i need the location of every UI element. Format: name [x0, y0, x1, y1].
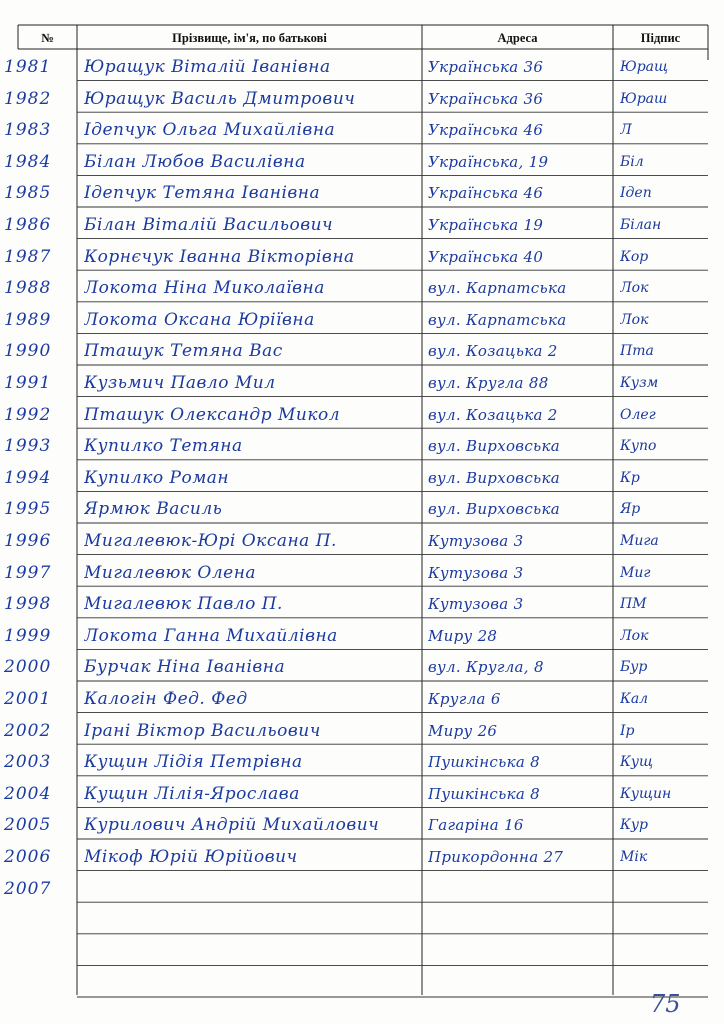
page-number: 75: [650, 990, 681, 1018]
row-address: вул. Кругла, 8: [428, 658, 544, 677]
row-address: вул. Карпатська: [428, 310, 567, 329]
row-number: 1994: [4, 467, 52, 488]
row-address: вул. Карпатська: [428, 279, 567, 298]
row-signature: Юращ: [620, 59, 669, 75]
row-number: 1992: [4, 404, 52, 425]
row-number: 2001: [4, 689, 52, 709]
row-number: 2002: [4, 720, 52, 741]
row-number: 1991: [4, 373, 52, 393]
row-address: Українська 46: [428, 184, 544, 203]
row-number: 1990: [4, 341, 52, 362]
row-number: 1986: [4, 215, 52, 235]
row-number: 1998: [4, 594, 52, 615]
row-full-name: [84, 874, 420, 905]
row-address: Українська 19: [428, 216, 544, 234]
row-address: Кругла 6: [428, 690, 501, 708]
row-full-name: Білан Любов Василівна: [84, 151, 306, 172]
row-full-name: Мигалевюк-Юрі Оксана П.: [84, 531, 337, 551]
row-signature: Олег: [620, 406, 656, 423]
row-number: 1989: [4, 309, 52, 330]
row-address: Миру 28: [428, 626, 498, 645]
row-signature: Ір: [620, 722, 635, 739]
row-signature: Біл: [620, 153, 644, 170]
row-address: Українська 36: [428, 89, 544, 108]
row-number: 2000: [4, 657, 52, 678]
row-signature: Ідеп: [620, 185, 652, 202]
row-full-name: Кузьмич Павло Мил: [84, 373, 276, 393]
row-full-name: Мікоф Юрій Юрійович: [84, 847, 298, 867]
row-signature: Юраш: [620, 90, 668, 107]
row-signature: Мік: [620, 849, 648, 865]
row-full-name: Бурчак Ніна Іванівна: [84, 657, 286, 678]
row-address: вул. Кругла 88: [428, 374, 549, 392]
row-signature: Кущин: [620, 785, 672, 802]
row-number: 1984: [4, 151, 52, 172]
header-number: №: [41, 31, 54, 45]
row-address: Кутузова 3: [428, 532, 524, 550]
row-signature: Л: [620, 122, 632, 139]
row-number: 1995: [4, 499, 52, 520]
row-full-name: Корнєчук Іванна Вікторівна: [84, 246, 355, 267]
row-signature: Кр: [620, 469, 640, 486]
row-full-name: Локота Ганна Михайлівна: [84, 625, 338, 646]
row-full-name: Пташук Олександр Микол: [84, 404, 341, 425]
row-signature: Лок: [620, 280, 649, 297]
row-address: Кутузова 3: [428, 595, 524, 614]
row-full-name: Ірані Віктор Васильович: [84, 720, 321, 741]
row-address: Українська, 19: [428, 152, 549, 171]
row-number: 1981: [4, 57, 52, 77]
row-number: 1987: [4, 246, 52, 267]
row-address: Пушкінська 8: [428, 753, 541, 772]
row-number: 2006: [4, 847, 52, 867]
row-full-name: Мигалевюк Олена: [84, 562, 257, 583]
row-signature: Бур: [620, 659, 648, 676]
row-full-name: Калогін Фед. Фед: [84, 689, 248, 709]
row-address: Кутузова 3: [428, 563, 524, 582]
row-number: 1997: [4, 562, 52, 583]
header-signature: Підпис: [640, 31, 681, 45]
row-signature: Миг: [620, 564, 651, 581]
row-full-name: Ярмюк Василь: [84, 499, 223, 520]
row-number: 2005: [4, 815, 52, 836]
row-number: 2003: [4, 752, 52, 773]
row-address: вул. Вирховська: [428, 500, 560, 519]
row-address: Українська 46: [428, 121, 544, 140]
row-full-name: Курилович Андрій Михайлович: [84, 815, 380, 836]
row-full-name: Ідепчук Ольга Михайлівна: [84, 120, 336, 141]
row-full-name: Купилко Тетяна: [84, 436, 243, 457]
row-number: 1988: [4, 278, 52, 299]
row-full-name: Локота Оксана Юріївна: [84, 309, 315, 330]
row-full-name: Юращук Василь Дмитрович: [84, 88, 356, 109]
header-full-name: Прізвище, ім'я, по батькові: [172, 31, 327, 45]
row-full-name: Білан Віталій Васильович: [84, 215, 334, 235]
row-address: Українська 36: [428, 58, 544, 76]
row-address: [428, 874, 612, 905]
row-full-name: Локота Ніна Миколаївна: [84, 278, 325, 299]
row-number: 1996: [4, 531, 52, 551]
row-signature: Яр: [620, 501, 641, 518]
row-signature: Кузм: [620, 375, 659, 391]
row-signature: Лок: [620, 311, 649, 328]
row-signature: ПМ: [620, 596, 647, 613]
row-number: 1985: [4, 183, 52, 204]
row-signature: Мига: [620, 533, 659, 549]
row-number: 1999: [4, 625, 52, 646]
row-address: вул. Вирховська: [428, 468, 560, 487]
row-full-name: Кущин Лідія Петрівна: [84, 752, 303, 773]
row-signature: Пта: [620, 343, 654, 360]
row-signature: Кур: [620, 817, 648, 834]
row-address: Миру 26: [428, 721, 498, 740]
row-signature: [620, 874, 708, 905]
row-full-name: Кущин Лілія-Ярослава: [84, 783, 300, 804]
row-signature: Купо: [620, 438, 657, 455]
row-full-name: Пташук Тетяна Вас: [84, 341, 283, 362]
row-address: Українська 40: [428, 247, 544, 266]
row-full-name: Ідепчук Тетяна Іванівна: [84, 183, 321, 204]
header-address: Адреса: [497, 31, 538, 45]
row-address: вул. Вирховська: [428, 437, 560, 456]
row-number: 2004: [4, 783, 52, 804]
row-number: 1982: [4, 88, 52, 109]
row-address: Пушкінська 8: [428, 784, 541, 803]
row-number: 1983: [4, 120, 52, 141]
row-signature: Білан: [620, 217, 662, 233]
row-signature: Кущ: [620, 754, 653, 771]
row-signature: Лок: [620, 627, 649, 644]
row-full-name: Мигалевюк Павло П.: [84, 594, 283, 615]
row-signature: Кор: [620, 248, 649, 265]
row-address: Гагаріна 16: [428, 816, 524, 835]
row-full-name: Юращук Віталій Іванівна: [84, 57, 331, 77]
row-number: 2007: [4, 878, 52, 899]
row-full-name: Купилко Роман: [84, 467, 230, 488]
row-address: вул. Козацька 2: [428, 405, 558, 424]
row-number: 1993: [4, 436, 52, 457]
row-address: вул. Козацька 2: [428, 342, 558, 361]
row-signature: Кал: [620, 691, 649, 707]
row-address: Прикордонна 27: [428, 848, 564, 866]
